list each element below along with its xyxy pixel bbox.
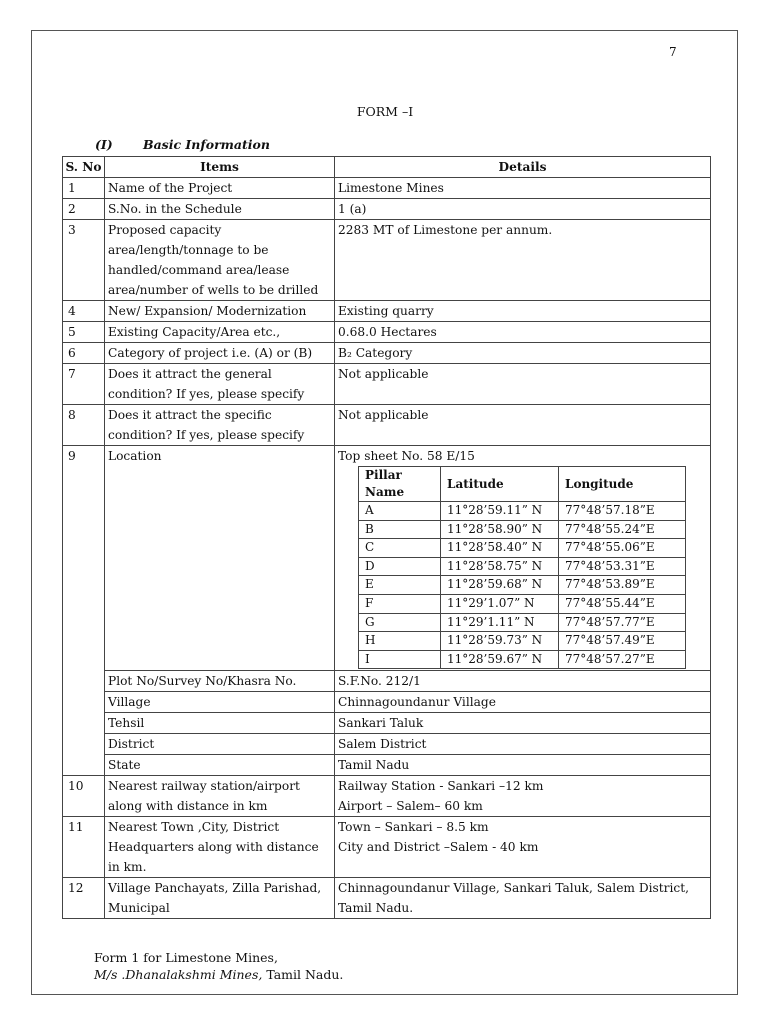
pillar-longitude: 77°48’55.44”E: [559, 594, 686, 613]
pillar-name: H: [359, 632, 441, 651]
page-number: 7: [669, 45, 677, 59]
row-item: Plot No/Survey No/Khasra No.: [105, 671, 335, 692]
row-sno: 8: [63, 405, 105, 446]
detail-line: Railway Station - Sankari –12 km: [338, 779, 544, 794]
footer-company: M/s .Dhanalakshmi Mines,: [94, 967, 263, 982]
table-row: [63, 364, 711, 405]
row-item: Existing Capacity/Area etc.,: [105, 322, 335, 343]
table-row: [63, 776, 711, 817]
footer-line2: [94, 966, 343, 983]
pillar-name: E: [359, 576, 441, 595]
detail-line: Chinnagoundanur Village, Sankari Taluk, Salem District, Tamil Nadu.: [338, 881, 689, 916]
pillar-longitude: 77°48’55.24”E: [559, 520, 686, 539]
detail-line: Town – Sankari – 8.5 km: [338, 820, 489, 835]
pillar-header-row: [359, 467, 686, 502]
table-header-row: [63, 157, 711, 178]
pillar-longitude: 77°48’57.49”E: [559, 632, 686, 651]
pillar-row: [359, 650, 686, 669]
table-row-location-sub: [63, 692, 711, 713]
row-details: Not applicable: [335, 364, 711, 405]
pillar-latitude: 11°28’59.68” N: [441, 576, 559, 595]
table-row-location-sub: [63, 734, 711, 755]
pillar-row: [359, 502, 686, 521]
row-details: 2283 MT of Limestone per annum.: [335, 220, 711, 301]
pillar-name: C: [359, 539, 441, 558]
pillar-latitude: 11°29’1.11” N: [441, 613, 559, 632]
row-item: S.No. in the Schedule: [105, 199, 335, 220]
pillar-longitude: 77°48’57.77”E: [559, 613, 686, 632]
row-details: [335, 878, 711, 919]
pillar-latitude: 11°28’58.40” N: [441, 539, 559, 558]
pillar-latitude: 11°28’59.11” N: [441, 502, 559, 521]
header-details: Details: [335, 157, 711, 178]
table-row: [63, 301, 711, 322]
row-sno: 5: [63, 322, 105, 343]
table-row: [63, 322, 711, 343]
row-sno: 9: [63, 446, 105, 671]
pillar-longitude: 77°48’53.89”E: [559, 576, 686, 595]
pillar-name: G: [359, 613, 441, 632]
footer-line1: Form 1 for Limestone Mines,: [94, 950, 278, 965]
table-row-location-sub: [63, 755, 711, 776]
form-title: FORM –I: [356, 104, 414, 119]
row-sno-empty: [63, 692, 105, 713]
row-details: Sankari Taluk: [335, 713, 711, 734]
section-heading: [95, 137, 270, 152]
row-details: B₂ Category: [335, 343, 711, 364]
pillar-coordinates-table: [358, 466, 686, 669]
row-details: Existing quarry: [335, 301, 711, 322]
row-sno-empty: [63, 713, 105, 734]
pillar-longitude: 77°48’55.06”E: [559, 539, 686, 558]
row-sno: 11: [63, 817, 105, 878]
row-details: 1 (a): [335, 199, 711, 220]
row-details: S.F.No. 212/1: [335, 671, 711, 692]
table-row: [63, 343, 711, 364]
row-sno: 3: [63, 220, 105, 301]
pillar-longitude: 77°48’57.18”E: [559, 502, 686, 521]
basic-information-table: [62, 156, 711, 919]
header-items: Items: [105, 157, 335, 178]
table-row: [63, 199, 711, 220]
footer: [94, 949, 343, 983]
row-sno: 6: [63, 343, 105, 364]
row-item: Does it attract the specific condition? If yes, please specify: [105, 405, 335, 446]
row-details: Salem District: [335, 734, 711, 755]
header-sno: S. No: [63, 157, 105, 178]
row-details: 0.68.0 Hectares: [335, 322, 711, 343]
pillar-row: [359, 539, 686, 558]
table-row-location: [63, 446, 711, 671]
row-sno: 1: [63, 178, 105, 199]
pillar-row: [359, 594, 686, 613]
row-sno: 4: [63, 301, 105, 322]
table-row: [63, 220, 711, 301]
row-sno: 10: [63, 776, 105, 817]
row-item: Category of project i.e. (A) or (B): [105, 343, 335, 364]
row-details: Tamil Nadu: [335, 755, 711, 776]
table-row: [63, 178, 711, 199]
footer-state: Tamil Nadu.: [262, 967, 344, 982]
table-row-location-sub: [63, 713, 711, 734]
row-sno-empty: [63, 755, 105, 776]
row-item: District: [105, 734, 335, 755]
table-row: [63, 817, 711, 878]
row-item: Proposed capacity area/length/tonnage to be handled/command area/lease area/number of wells to be drilled: [105, 220, 335, 301]
pillar-latitude: 11°28’59.67” N: [441, 650, 559, 669]
row-item: Tehsil: [105, 713, 335, 734]
pillar-name: F: [359, 594, 441, 613]
row-item: Does it attract the general condition? If yes, please specify: [105, 364, 335, 405]
pillar-longitude: 77°48’57.27”E: [559, 650, 686, 669]
row-item: Village: [105, 692, 335, 713]
row-sno-empty: [63, 671, 105, 692]
row-sno: 7: [63, 364, 105, 405]
row-sno: 2: [63, 199, 105, 220]
section-number: (I): [95, 137, 113, 152]
detail-line: Airport – Salem– 60 km: [338, 799, 483, 814]
pillar-row: [359, 613, 686, 632]
row-details: Limestone Mines: [335, 178, 711, 199]
row-item: Village Panchayats, Zilla Parishad, Municipal: [105, 878, 335, 919]
row-item: State: [105, 755, 335, 776]
row-item: Name of the Project: [105, 178, 335, 199]
pillar-latitude: 11°29’1.07” N: [441, 594, 559, 613]
location-details: [335, 446, 711, 671]
row-item: New/ Expansion/ Modernization: [105, 301, 335, 322]
pillar-name: A: [359, 502, 441, 521]
pillar-row: [359, 520, 686, 539]
section-title: Basic Information: [143, 137, 270, 152]
pillar-header-lat: Latitude: [441, 467, 559, 502]
pillar-latitude: 11°28’58.75” N: [441, 557, 559, 576]
pillar-row: [359, 576, 686, 595]
pillar-name: B: [359, 520, 441, 539]
detail-line: City and District –Salem - 40 km: [338, 840, 539, 855]
table-row-location-sub: [63, 671, 711, 692]
pillar-row: [359, 557, 686, 576]
pillar-header-lon: Longitude: [559, 467, 686, 502]
table-row: [63, 405, 711, 446]
row-item: Nearest Town ,City, District Headquarters along with distance in km.: [105, 817, 335, 878]
pillar-name: D: [359, 557, 441, 576]
topsheet-number: Top sheet No. 58 E/15: [338, 449, 475, 463]
pillar-longitude: 77°48’53.31”E: [559, 557, 686, 576]
row-details: [335, 776, 711, 817]
row-details: [335, 817, 711, 878]
pillar-name: I: [359, 650, 441, 669]
pillar-header-name: Pillar Name: [359, 467, 441, 502]
table-row: [63, 878, 711, 919]
row-item: Nearest railway station/airport along with distance in km: [105, 776, 335, 817]
pillar-latitude: 11°28’59.73” N: [441, 632, 559, 651]
pillar-row: [359, 632, 686, 651]
row-item: Location: [105, 446, 335, 671]
row-details: Not applicable: [335, 405, 711, 446]
pillar-latitude: 11°28’58.90” N: [441, 520, 559, 539]
row-sno-empty: [63, 734, 105, 755]
row-sno: 12: [63, 878, 105, 919]
row-details: Chinnagoundanur Village: [335, 692, 711, 713]
